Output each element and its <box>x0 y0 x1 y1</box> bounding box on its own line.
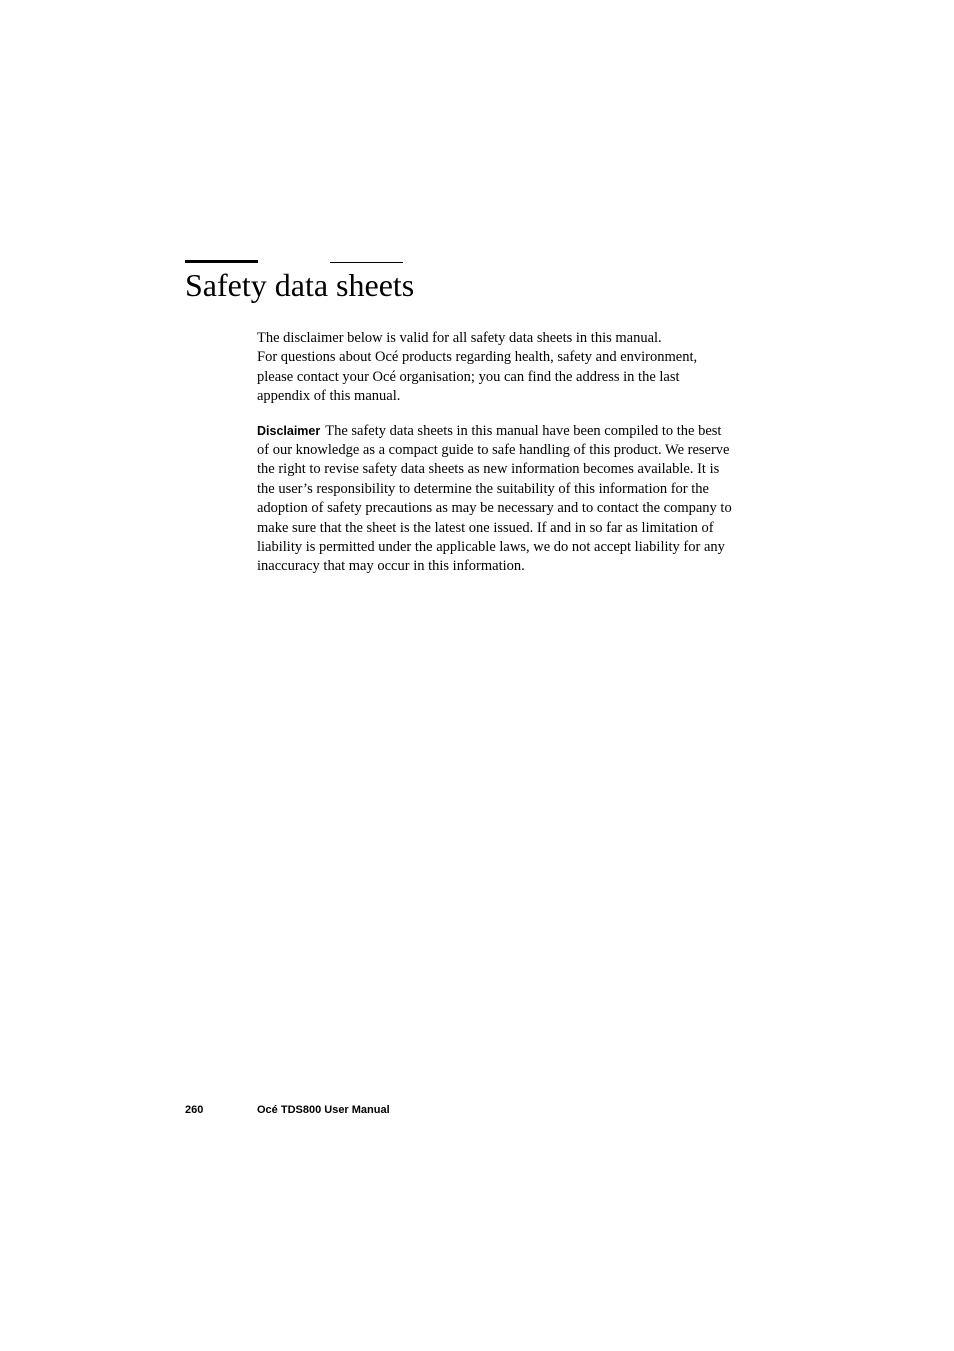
intro-line: please contact your Océ organisation; you can find the address in the last <box>257 368 680 385</box>
body-text <box>257 329 732 577</box>
intro-paragraph <box>257 329 732 407</box>
footer-manual-title: Océ TDS800 User Manual <box>257 1104 390 1116</box>
heading-rule-thick <box>185 260 258 263</box>
page-title: Safety data sheets <box>185 267 415 303</box>
disclaimer-paragraph <box>257 422 732 577</box>
disclaimer-text: The safety data sheets in this manual have been compiled to the best of our knowledge as a compact guide to safe handling of this product. We reserve the right to revise safety data sheets as new information becomes available. It is the user’s responsibility to determine the suitability of this information for the adoption of safety precautions as may be necessary and to contact the company to make sure that the sheet is the latest one issued. If and in so far as limitation of liability is permitted under the applicable laws, we do not accept liability for any inaccuracy that may occur in this information. <box>257 422 732 575</box>
footer-page-number: 260 <box>185 1104 204 1116</box>
intro-line: The disclaimer below is valid for all safety data sheets in this manual. <box>257 330 662 346</box>
intro-line: For questions about Océ products regarding health, safety and environment, <box>257 349 698 366</box>
intro-line: appendix of this manual. <box>257 388 401 405</box>
heading-rule-thin <box>330 262 403 263</box>
disclaimer-label: Disclaimer <box>257 423 321 438</box>
